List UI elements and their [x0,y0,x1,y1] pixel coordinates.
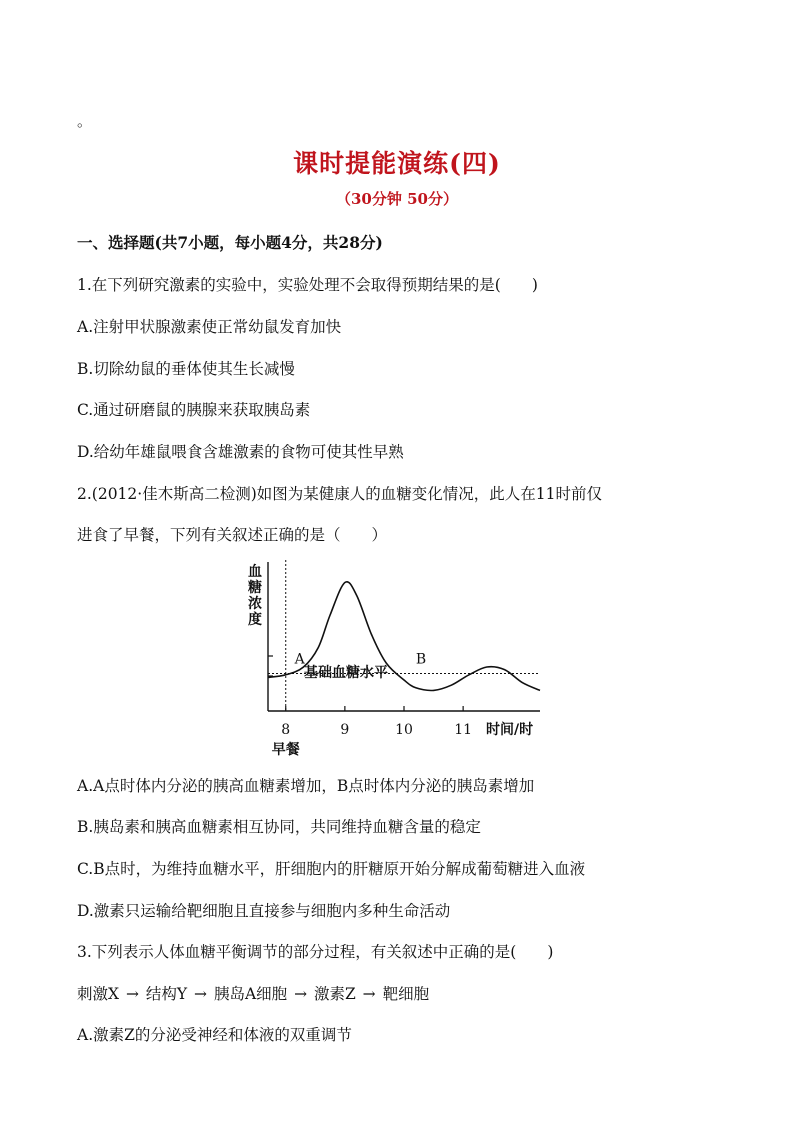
question-2-stem-line-2: 进食了早餐，下列有关叙述正确的是（ ） [77,526,388,544]
question-3-option-a: A.激素Z的分泌受神经和体液的双重调节 [77,1026,352,1044]
question-1-option-a: A.注射甲状腺激素使正常幼鼠发育加快 [77,318,342,336]
question-1-stem: 1.在下列研究激素的实验中，实验处理不会取得预期结果的是( ) [77,276,538,294]
y-axis-label-char: 浓 [248,596,262,612]
x-tick-label: 9 [340,722,350,738]
time-score-subtitle: （30分钟 50分） [336,190,458,208]
breakfast-label: 早餐 [271,742,300,758]
x-tick-label: 10 [395,722,413,738]
point-label-a: A [294,651,305,668]
question-1-option-b: B.切除幼鼠的垂体使其生长减慢 [77,360,295,378]
section-heading: 一、选择题(共7小题，每小题4分，共28分) [77,233,383,252]
question-3-flow: 刺激X → 结构Y → 胰岛A细胞 → 激素Z → 靶细胞 [77,985,430,1003]
y-axis-label-char: 糖 [248,580,262,596]
question-2-option-b: B.胰岛素和胰高血糖素相互协同，共同维持血糖含量的稳定 [77,818,481,836]
question-1-option-d: D.给幼年雄鼠喂食含雄激素的食物可使其性早熟 [77,443,404,461]
question-1-option-c: C.通过研磨鼠的胰腺来获取胰岛素 [77,401,311,419]
question-2-option-d: D.激素只运输给靶细胞且直接参与细胞内多种生命活动 [77,902,451,920]
x-tick-label: 8 [281,722,291,738]
page-title: 课时提能演练(四) [293,149,501,178]
blood-glucose-chart [240,556,550,761]
y-axis-label [248,563,262,628]
question-2-option-a: A.A点时体内分泌的胰高血糖素增加，B点时体内分泌的胰岛素增加 [77,777,535,795]
page-mark: 。 [77,112,93,130]
point-label-b: B [415,651,427,668]
question-2-stem-line-1: 2.(2012·佳木斯高二检测)如图为某健康人的血糖变化情况，此人在11时前仅 [77,485,602,503]
x-tick-label: 11 [454,722,473,738]
baseline-label: 基础血糖水平 [304,665,388,681]
question-3-stem: 3.下列表示人体血糖平衡调节的部分过程，有关叙述中正确的是( ) [77,943,554,961]
x-axis-label: 时间/时 [486,722,534,738]
y-axis-label-char: 血 [248,564,262,580]
y-axis-label-char: 度 [248,612,262,628]
question-2-option-c: C.B点时，为维持血糖水平，肝细胞内的肝糖原开始分解成葡萄糖进入血液 [77,860,586,878]
